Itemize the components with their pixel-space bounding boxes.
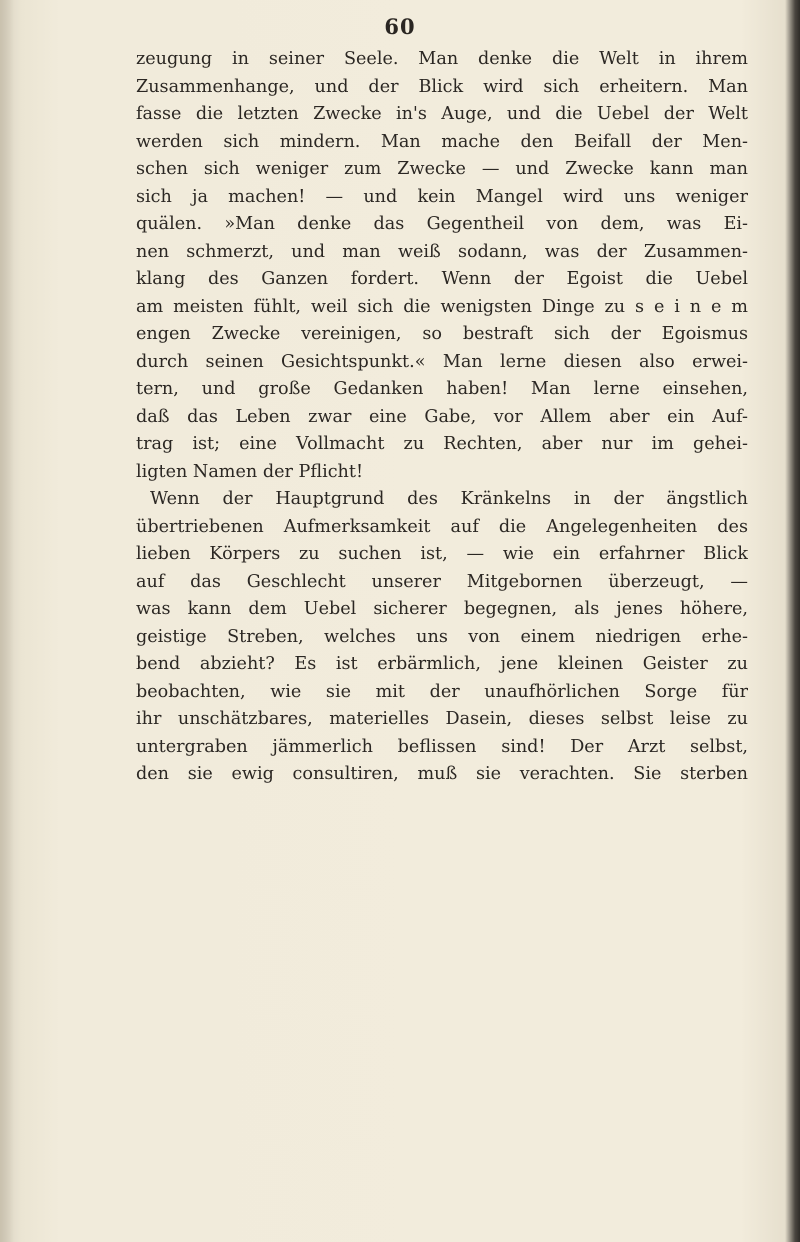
text-line: nen schmerzt, und man weiß sodann, was der Zusammen- [136,241,748,262]
page-number: 60 [384,14,416,39]
text-line: engen Zwecke vereinigen, so bestraft sich der Egoismus [136,324,748,344]
text-line: bend abzieht? Es ist erbärmlich, jene kleinen Geister zu [136,654,748,674]
text-line: trag ist; eine Vollmacht zu Rechten, aber nur im gehei- [136,434,748,454]
text-line: Zusammenhange, und der Blick wird sich erheitern. Man [136,76,748,97]
text-line: geistige Streben, welches uns von einem niedrigen erhe- [136,626,748,647]
text-line: beobachten, wie sie mit der unaufhörlichen Sorge für [136,681,748,702]
text-line: sich ja machen! — und kein Mangel wird uns weniger [136,186,748,207]
text-line: übertriebenen Aufmerksamkeit auf die Angelegenheiten des [136,516,748,537]
text-line: klang des Ganzen fordert. Wenn der Egoist die Uebel [136,269,748,289]
text-line: untergraben jämmerlich beflissen sind! Der Arzt selbst, [136,736,748,757]
text-line: ligten Namen der Pflicht! [136,461,364,482]
text-line: schen sich weniger zum Zwecke — und Zwecke kann man [136,159,748,179]
text-line: ihr unschätzbares, materielles Dasein, dieses selbst leise zu [136,709,748,729]
page-edge-shadow [0,0,14,1242]
text-line: am meisten fühlt, weil sich die wenigsten Dinge zu s e i n e m [136,296,748,317]
body-text [136,46,748,789]
text-line: was kann dem Uebel sicherer begegnen, als jenes höhere, [136,599,748,619]
text-line: den sie ewig consultiren, muß sie verachten. Sie sterben [136,764,748,784]
text-line: Wenn der Hauptgrund des Kränkelns in der ängstlich [150,489,748,509]
text-line: zeugung in seiner Seele. Man denke die Welt in ihrem [136,49,748,69]
text-line: werden sich mindern. Man mache den Beifall der Men- [136,131,748,152]
text-line: daß das Leben zwar eine Gabe, vor Allem aber ein Auf- [136,406,748,427]
text-line: durch seinen Gesichtspunkt.« Man lerne diesen also erwei- [136,351,748,372]
text-line: tern, und große Gedanken haben! Man lerne einsehen, [136,379,748,399]
text-line: auf das Geschlecht unserer Mitgebornen überzeugt, — [136,571,748,592]
text-line: lieben Körpers zu suchen ist, — wie ein erfahrner Blick [136,544,748,564]
text-line: fasse die letzten Zwecke in's Auge, und die Uebel der Welt [136,104,748,124]
text-line: quälen. »Man denke das Gegentheil von dem, was Ei- [136,214,748,234]
